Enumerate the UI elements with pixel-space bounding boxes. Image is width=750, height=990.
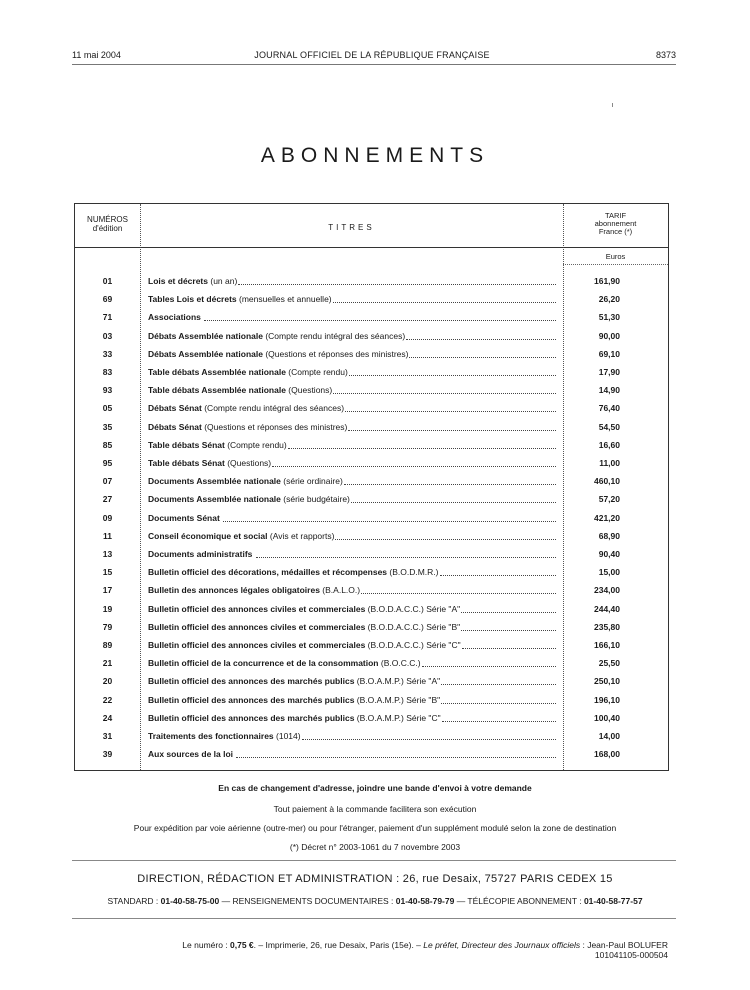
prefet-text: Le préfet, Directeur des Journaux officiels: [423, 940, 581, 950]
tarif-label: TARIF: [604, 211, 627, 220]
table-row: [75, 747, 668, 761]
publication-detail: (série ordinaire): [280, 476, 343, 487]
dot-leader: [348, 420, 556, 431]
table-row: [75, 365, 668, 379]
edition-number: 71: [102, 312, 113, 323]
table-row: [75, 547, 668, 561]
edition-number: 35: [102, 421, 113, 432]
publication-name: Documents administratifs: [148, 549, 253, 559]
publication-name: Documents Assemblée nationale: [148, 476, 281, 487]
page-title: ABONNEMENTS: [260, 144, 490, 167]
subscription-price: 16,60: [598, 439, 620, 450]
table-row: [75, 529, 668, 543]
publication-detail: (B.O.D.A.C.C.) Série "A": [365, 603, 461, 614]
publication-name: Table débats Assemblée nationale: [148, 385, 286, 396]
decree-note: (*) Décret n° 2003-1061 du 7 novembre 2003: [289, 842, 461, 852]
publication-name: Débats Sénat: [148, 403, 202, 414]
subscription-price: 25,50: [598, 658, 620, 669]
subscription-price: 76,40: [598, 403, 620, 414]
publication-detail: (B.O.D.M.R.): [387, 567, 439, 578]
publication-detail: (Questions et réponses des ministres): [262, 348, 409, 359]
publication-name: Table débats Sénat: [148, 458, 225, 468]
publication-detail: (B.O.A.M.P.) Série "A": [354, 676, 441, 687]
print-code: 101041105-000504: [594, 950, 668, 960]
edition-number: 95: [102, 458, 113, 468]
subscription-price: 90,40: [598, 549, 620, 559]
footer-rule: [72, 918, 676, 919]
journal-title: JOURNAL OFFICIEL DE LA RÉPUBLIQUE FRANÇAISE: [254, 50, 490, 60]
table-row: [75, 511, 668, 525]
page-header: [72, 50, 676, 64]
table-row: [75, 638, 668, 652]
publication-detail: (Compte rendu): [285, 367, 348, 377]
renseignements-label: — RENSEIGNEMENTS DOCUMENTAIRES :: [219, 896, 396, 906]
subscription-price: 14,90: [598, 385, 620, 396]
subscription-price: 235,80: [594, 621, 620, 632]
publication-name: Bulletin officiel de la concurrence et de la consommation: [148, 658, 379, 669]
table-row: [75, 329, 668, 343]
standard-label: STANDARD :: [107, 896, 161, 906]
standard-phone: 01-40-58-75-00: [160, 896, 220, 906]
subscription-price: 460,10: [594, 476, 620, 487]
publication-detail: (Compte rendu): [224, 439, 287, 450]
publication-detail: [220, 511, 222, 525]
publication-detail: (B.O.D.A.C.C.) Série "C": [365, 640, 461, 650]
dot-leader: [406, 329, 556, 340]
publication-detail: (B.A.L.O.): [319, 585, 361, 596]
subscription-price: 15,00: [598, 567, 620, 578]
edition-number: 31: [102, 731, 113, 741]
dot-leader: [256, 547, 556, 558]
currency-label: Euros: [605, 252, 626, 261]
publication-detail: (Avis et rapports): [267, 530, 335, 541]
publication-title: [148, 529, 556, 543]
telecopie-phone: 01-40-58-77-57: [583, 896, 643, 906]
publication-name: Bulletin officiel des annonces des marchés publics: [148, 712, 355, 723]
publication-detail: (Questions): [285, 385, 333, 396]
publication-name: Débats Sénat: [148, 421, 202, 432]
subscription-price: 168,00: [594, 749, 620, 760]
edition-number: 22: [102, 694, 113, 705]
publication-title: [148, 711, 556, 725]
table-row: [75, 383, 668, 397]
publication-title: [148, 401, 556, 415]
publication-name: Tables Lois et décrets: [148, 294, 237, 305]
publication-detail: (mensuelles et annuelle): [236, 294, 332, 305]
table-row: [75, 565, 668, 579]
edition-number: 39: [102, 749, 113, 760]
publication-title: [148, 656, 556, 670]
dot-leader: [409, 347, 556, 358]
publication-title: [148, 511, 556, 525]
subscription-price: 57,20: [598, 494, 620, 505]
subscription-price: 421,20: [594, 512, 620, 523]
subscription-price: 51,30: [598, 312, 620, 323]
table-row: [75, 292, 668, 306]
edition-label: d'édition: [92, 224, 123, 233]
publication-title: [148, 274, 556, 288]
publication-detail: (B.O.C.C.): [378, 658, 421, 669]
subscription-price: 14,00: [598, 731, 620, 741]
dot-leader: [351, 492, 556, 503]
subscription-price: 196,10: [594, 694, 620, 705]
edition-number: 21: [102, 658, 113, 669]
header-date: 11 mai 2004: [72, 50, 121, 60]
publication-name: Conseil économique et social: [148, 530, 268, 541]
table-row: [75, 420, 668, 434]
edition-number: 17: [102, 585, 113, 596]
numeros-label: NUMÉROS: [87, 215, 128, 224]
table-row: [75, 401, 668, 415]
table-row: [75, 456, 668, 470]
section-rule: [72, 860, 676, 861]
publication-detail: (B.O.A.M.P.) Série "C": [354, 712, 441, 723]
table-row: [75, 347, 668, 361]
column-header-titres: TITRES: [328, 223, 375, 232]
publication-detail: (Compte rendu intégral des séances): [262, 330, 406, 341]
dot-leader: [349, 365, 556, 376]
publication-detail: (Questions et réponses des ministres): [201, 421, 348, 432]
publication-name: Bulletin officiel des annonces civiles et commerciales: [148, 603, 366, 614]
dot-leader: [462, 638, 556, 649]
dot-leader: [335, 529, 556, 540]
publication-name: Table débats Sénat: [148, 439, 225, 450]
subscription-price: 244,40: [594, 603, 620, 614]
publication-name: Documents Assemblée nationale: [148, 494, 281, 505]
subscription-price: 166,10: [594, 640, 620, 650]
imprimerie-text: . – Imprimerie, 26, rue Desaix, Paris (15e). –: [253, 940, 424, 950]
edition-number: 05: [102, 403, 113, 414]
publication-detail: (série budgétaire): [280, 494, 350, 505]
subscription-price: 90,00: [598, 330, 620, 341]
table-row: [75, 674, 668, 688]
currency-divider: [563, 264, 668, 265]
publication-detail: (un an): [208, 276, 238, 286]
edition-number: 09: [102, 512, 113, 523]
edition-number: 11: [103, 530, 112, 541]
table-row: [75, 620, 668, 634]
dot-leader: [302, 729, 556, 740]
table-row: [75, 602, 668, 616]
air-mail-note: Pour expédition par voie aérienne (outre-mer) ou pour l'étranger, paiement d'un supplément modulé selon la zone de destination: [133, 823, 617, 833]
payment-note: Tout paiement à la commande facilitera son exécution: [273, 804, 477, 814]
publication-name: Débats Assemblée nationale: [148, 348, 263, 359]
dot-leader: [441, 693, 556, 704]
publication-title: [148, 638, 556, 652]
dot-leader: [440, 565, 556, 576]
dot-leader: [223, 511, 556, 522]
edition-number: 33: [102, 348, 113, 359]
subscription-price: 54,50: [598, 421, 620, 432]
edition-number: 85: [102, 439, 113, 450]
publication-title: [148, 383, 556, 397]
publication-title: [148, 602, 556, 616]
publication-name: Débats Assemblée nationale: [148, 330, 263, 341]
page-number: 8373: [655, 50, 676, 60]
dot-leader: [361, 583, 556, 594]
publication-detail: (Compte rendu intégral des séances): [201, 403, 345, 414]
abonnement-label: abonnement: [594, 219, 637, 228]
edition-number: 89: [102, 640, 113, 650]
subscription-price: 161,90: [594, 276, 620, 286]
edition-number: 13: [102, 549, 113, 559]
address-change-note: En cas de changement d'adresse, joindre une bande d'envoi à votre demande: [218, 783, 532, 793]
telecopie-label: — TÉLÉCOPIE ABONNEMENT :: [454, 896, 584, 906]
publication-name: Bulletin officiel des décorations, médailles et récompenses: [148, 567, 388, 578]
publication-title: [148, 310, 556, 324]
table-row: [75, 274, 668, 288]
edition-number: 83: [102, 367, 113, 377]
publication-title: [148, 693, 556, 707]
publication-title: [148, 620, 556, 634]
edition-number: 27: [102, 494, 113, 505]
subscription-price: 17,90: [598, 367, 620, 377]
column-header-numeros: [75, 215, 140, 233]
table-row: [75, 583, 668, 597]
publication-name: Bulletin officiel des annonces civiles et commerciales: [148, 621, 366, 632]
edition-number: 93: [102, 385, 113, 396]
subscription-price: 234,00: [594, 585, 620, 596]
dot-leader: [204, 310, 556, 321]
publication-title: [148, 674, 556, 688]
publication-title: [148, 547, 556, 561]
subscription-price: 11,00: [599, 458, 620, 468]
dot-leader: [441, 674, 556, 685]
signature-text: : Jean-Paul BOLUFER: [580, 940, 668, 950]
renseignements-phone: 01-40-58-79-79: [395, 896, 455, 906]
publication-title: [148, 347, 556, 361]
subscription-price: 250,10: [594, 676, 620, 687]
dot-leader: [238, 274, 556, 285]
publication-name: Bulletin officiel des annonces des marchés publics: [148, 694, 355, 705]
table-row: [75, 729, 668, 743]
publication-name: Table débats Assemblée nationale: [148, 367, 286, 377]
france-label: France (*): [598, 227, 633, 236]
publication-detail: (B.O.A.M.P.) Série "B": [354, 694, 441, 705]
publication-detail: (Questions): [224, 458, 272, 468]
publication-title: [148, 474, 556, 488]
publication-title: [148, 747, 556, 761]
numero-label: Le numéro :: [182, 940, 231, 950]
publication-detail: [233, 747, 235, 761]
publication-title: [148, 583, 556, 597]
numero-price: 0,75 €: [230, 940, 254, 950]
publication-name: Documents Sénat: [148, 512, 220, 523]
contact-line: [0, 896, 750, 906]
edition-number: 79: [102, 621, 113, 632]
publication-title: [148, 438, 556, 452]
publication-name: Associations: [148, 312, 201, 323]
dot-leader: [461, 602, 556, 613]
header-divider: [75, 247, 668, 248]
dot-leader: [344, 474, 556, 485]
dot-leader: [422, 656, 556, 667]
publication-title: [148, 456, 556, 470]
publication-title: [148, 492, 556, 506]
edition-number: 01: [102, 276, 113, 286]
publication-title: [148, 420, 556, 434]
publication-name: Lois et décrets: [148, 276, 208, 286]
publication-detail: [252, 547, 254, 561]
publication-name: Bulletin des annonces légales obligatoires: [148, 585, 320, 596]
table-row: [75, 438, 668, 452]
dot-leader: [442, 711, 556, 722]
direction-address: DIRECTION, RÉDACTION ET ADMINISTRATION : 26, rue Desaix, 75727 PARIS CEDEX 15: [137, 873, 613, 885]
edition-number: 24: [102, 712, 113, 723]
subscription-price: 100,40: [594, 712, 620, 723]
table-row: [75, 711, 668, 725]
table-row: [75, 693, 668, 707]
subscription-price: 26,20: [598, 294, 620, 305]
publication-name: Bulletin officiel des annonces des marchés publics: [148, 676, 355, 687]
dot-leader: [345, 401, 556, 412]
publication-title: [148, 365, 556, 379]
subscription-price: 68,90: [598, 530, 620, 541]
header-rule: [72, 64, 676, 65]
column-header-tarif: [563, 212, 668, 236]
publication-title: [148, 729, 556, 743]
dot-leader: [461, 620, 556, 631]
publication-name: Bulletin officiel des annonces civiles et commerciales: [148, 640, 366, 650]
subscription-table: [74, 203, 669, 771]
table-row: [75, 492, 668, 506]
dot-leader: [236, 747, 556, 758]
publication-detail: (1014): [273, 731, 301, 741]
publication-detail: (B.O.D.A.C.C.) Série "B": [365, 621, 461, 632]
edition-number: 69: [102, 294, 113, 305]
margin-tick: [612, 103, 613, 107]
dot-leader: [333, 383, 556, 394]
table-row: [75, 474, 668, 488]
publication-detail: [201, 310, 203, 324]
publication-title: [148, 565, 556, 579]
publication-name: Traitements des fonctionnaires: [148, 731, 274, 741]
edition-number: 20: [102, 676, 113, 687]
edition-number: 03: [102, 330, 113, 341]
table-row: [75, 656, 668, 670]
edition-number: 19: [102, 603, 113, 614]
table-row: [75, 310, 668, 324]
footer-line: [182, 940, 668, 950]
dot-leader: [272, 456, 556, 467]
page-footer: [182, 940, 668, 960]
dot-leader: [333, 292, 556, 303]
dot-leader: [288, 438, 556, 449]
publication-title: [148, 292, 556, 306]
publication-title: [148, 329, 556, 343]
subscription-price: 69,10: [598, 348, 620, 359]
publication-name: Aux sources de la loi: [148, 749, 234, 760]
edition-number: 15: [102, 567, 113, 578]
edition-number: 07: [102, 476, 113, 487]
